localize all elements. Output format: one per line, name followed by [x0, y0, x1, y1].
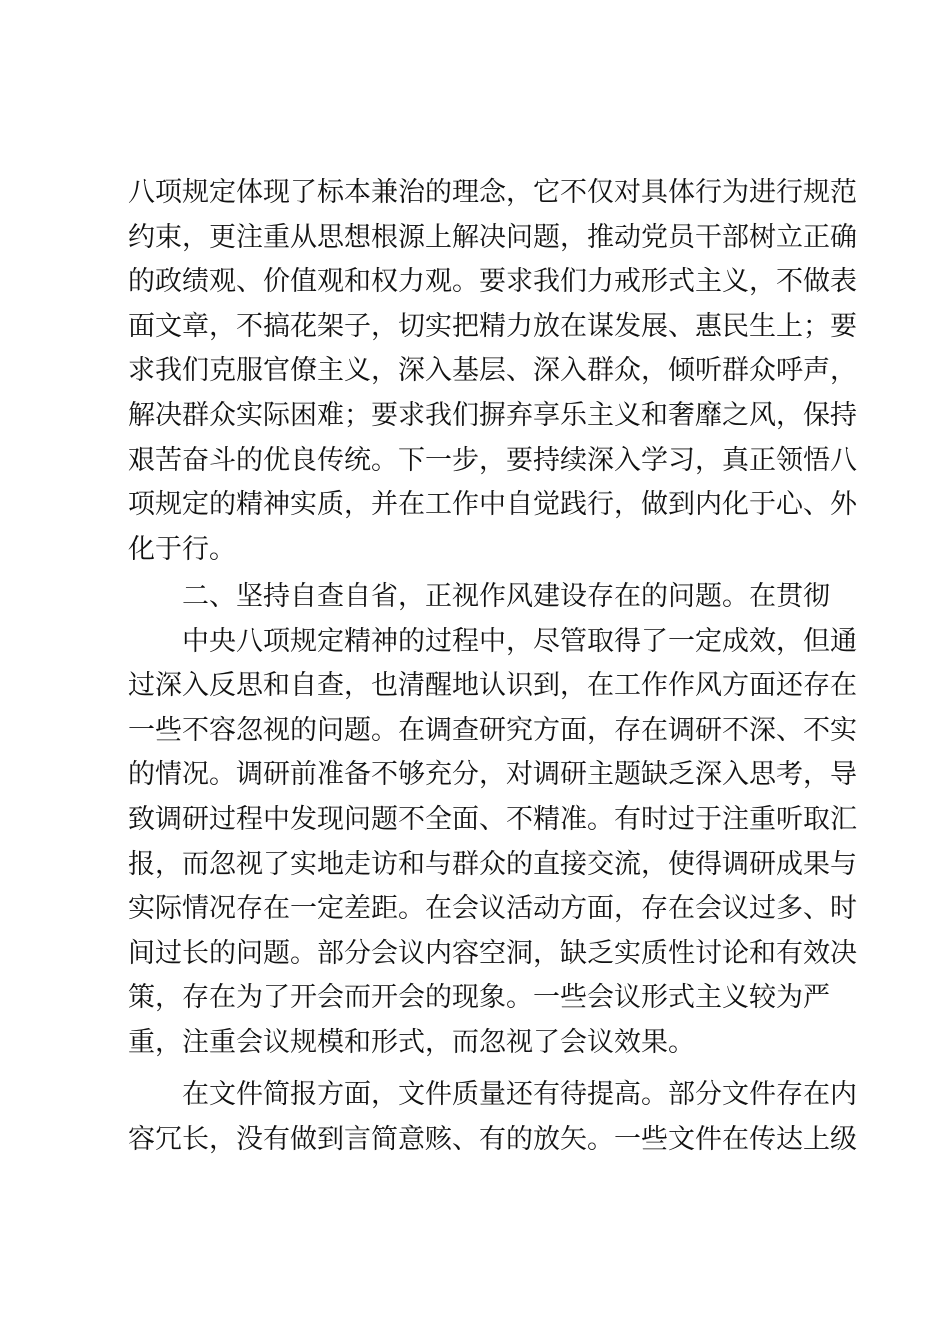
paragraph-3 [128, 1073, 857, 1162]
text-line: 重，注重会议规模和形式，而忽视了会议效果。 [128, 1026, 695, 1058]
text-line: 二、坚持自查自省，正视作风建设存在的问题。在贯彻 [182, 581, 830, 612]
text-line: 容冗长，没有做到言简意赅、有的放矢。一些文件在传达上级 [128, 1123, 857, 1155]
paragraph-2 [128, 575, 857, 1066]
text-line: 一些不容忽视的问题。在调查研究方面，存在调研不深、不实 [128, 714, 857, 746]
text-line: 约束，更注重从思想根源上解决问题，推动党员干部树立正确 [128, 221, 857, 253]
text-line: 项规定的精神实质，并在工作中自觉践行，做到内化于心、外 [128, 489, 857, 521]
text-line: 化于行。 [128, 533, 236, 565]
paragraph-1 [128, 171, 857, 572]
text-line: 在文件简报方面，文件质量还有待提高。部分文件存在内 [182, 1079, 857, 1110]
text-line: 中央八项规定精神的过程中，尽管取得了一定成效，但通 [182, 625, 857, 657]
text-line: 的情况。调研前准备不够充分，对调研主题缺乏深入思考，导 [128, 759, 857, 791]
text-line: 面文章，不搞花架子，切实把精力放在谋发展、惠民生上；要 [128, 310, 857, 342]
text-line: 解决群众实际困难；要求我们摒弃享乐主义和奢靡之风，保持 [128, 399, 857, 431]
text-line: 八项规定体现了标本兼治的理念，它不仅对具体行为进行规范 [128, 177, 857, 208]
text-line: 求我们克服官僚主义，深入基层、深入群众，倾听群众呼声， [128, 355, 857, 387]
text-line: 实际情况存在一定差距。在会议活动方面，存在会议过多、时 [128, 893, 857, 925]
text-line: 策，存在为了开会而开会的现象。一些会议形式主义较为严 [128, 982, 830, 1014]
text-line: 间过长的问题。部分会议内容空洞，缺乏实质性讨论和有效决 [128, 937, 857, 969]
text-line: 致调研过程中发现问题不全面、不精准。有时过于注重听取汇 [128, 803, 857, 835]
text-line: 报，而忽视了实地走访和与群众的直接交流，使得调研成果与 [128, 848, 857, 880]
text-line: 的政绩观、价值观和权力观。要求我们力戒形式主义，不做表 [128, 266, 857, 298]
text-line: 过深入反思和自查，也清醒地认识到，在工作作风方面还存在 [128, 670, 857, 702]
text-line: 艰苦奋斗的优良传统。下一步，要持续深入学习，真正领悟八 [128, 444, 857, 476]
